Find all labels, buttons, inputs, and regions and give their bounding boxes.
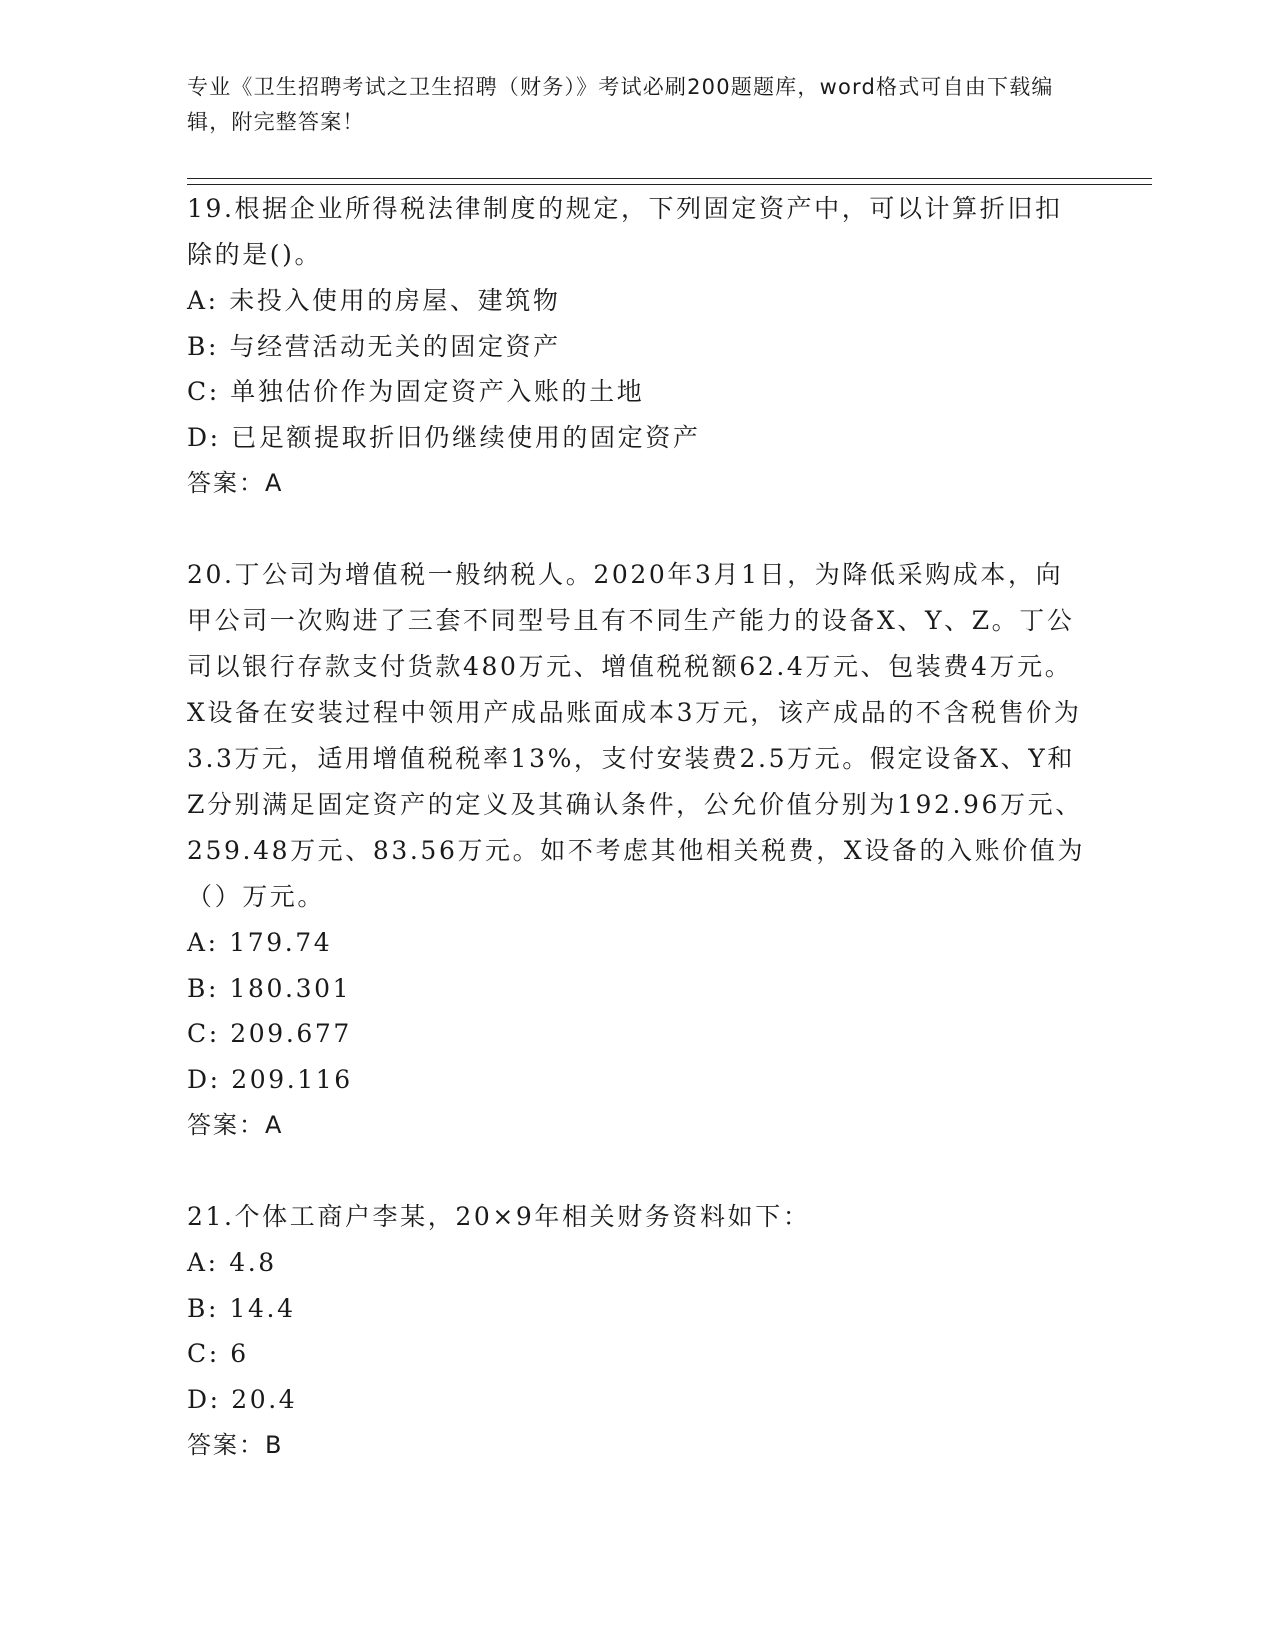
question-19 [187, 186, 1087, 506]
question-stem: 20.丁公司为增值税一般纳税人。2020年3月1日，为降低采购成本，向甲公司一次购进了三套不同型号且有不同生产能力的设备X、Y、Z。丁公司以银行存款支付货款480万元、增值税税额62.4万元、包装费4万元。X设备在安装过程中领用产成品账面成本3万元，该产成品的不含税售价为3.3万元，适用增值税税率13%，支付安装费2.5万元。假定设备X、Y和Z分别满足固定资产的定义及其确认条件，公允价值分别为192.96万元、259.48万元、83.56万元。如不考虑其他相关税费，X设备的入账价值为（）万元。 [187, 560, 1086, 911]
option-a: A: 179.74 [187, 928, 333, 957]
header-text: 专业《卫生招聘考试之卫生招聘（财务）》考试必刷200题题库，word格式可自由下载编辑，附完整答案！ [187, 75, 1054, 134]
option-d: D: 20.4 [187, 1384, 298, 1414]
header-divider-top [187, 178, 1152, 179]
option-c: C: 6 [187, 1339, 249, 1368]
question-stem: 21.个体工商户李某，20×9年相关财务资料如下： [187, 1202, 811, 1231]
answer-label: 答案：B [187, 1431, 284, 1459]
answer-label: 答案：A [187, 1111, 284, 1139]
option-c: C: 209.677 [187, 1019, 352, 1048]
option-b: B: 180.301 [187, 973, 352, 1003]
header-divider-bottom [187, 184, 1152, 185]
option-b: B: 与经营活动无关的固定资产 [187, 331, 561, 361]
option-d: D: 209.116 [187, 1064, 353, 1094]
question-20 [187, 552, 1087, 1148]
option-a: A: 4.8 [187, 1248, 277, 1277]
question-21 [187, 1194, 1087, 1468]
question-list [187, 186, 1087, 1514]
option-b: B: 14.4 [187, 1293, 296, 1323]
option-d: D: 已足额提取折旧仍继续使用的固定资产 [187, 422, 701, 452]
option-c: C: 单独估价作为固定资产入账的土地 [187, 377, 645, 406]
option-a: A: 未投入使用的房屋、建筑物 [187, 286, 561, 315]
question-stem: 19.根据企业所得税法律制度的规定，下列固定资产中，可以计算折旧扣除的是()。 [187, 194, 1063, 269]
answer-label: 答案：A [187, 469, 284, 497]
document-header [187, 70, 1067, 140]
